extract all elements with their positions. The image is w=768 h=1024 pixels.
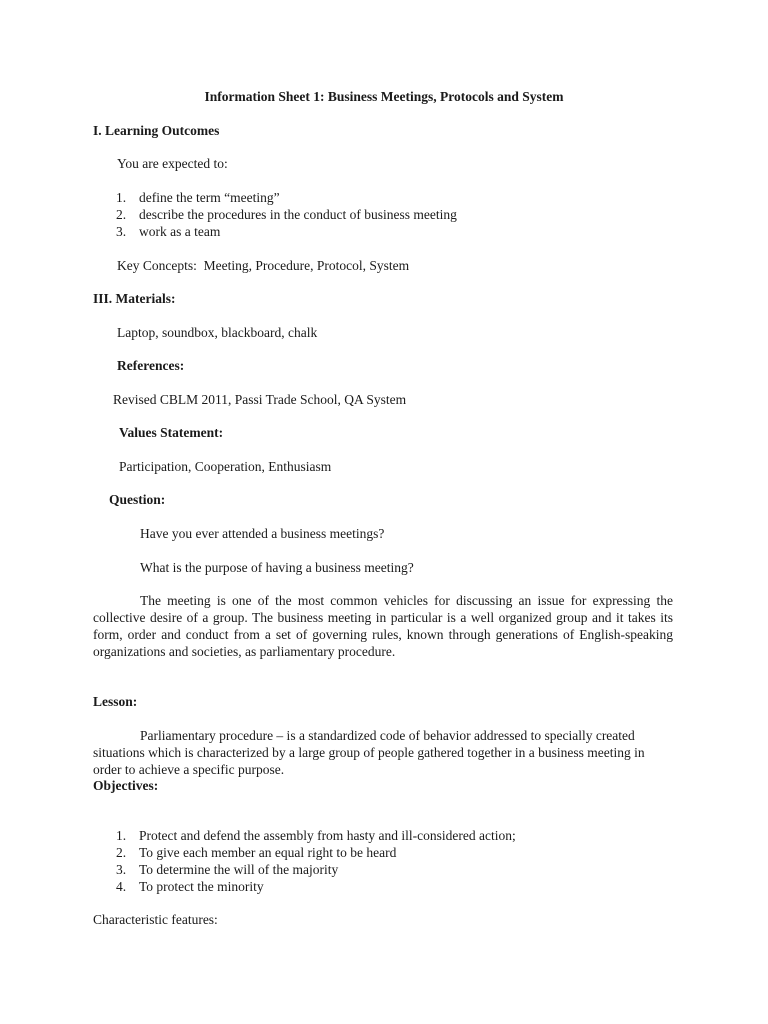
objective-item	[116, 844, 396, 861]
characteristic-features-label: Characteristic features:	[93, 912, 218, 927]
lesson-paragraph: Parliamentary procedure – is a standardized code of behavior addressed to specially created situations which is characterized by a large group of people gathered together in a business meeting in order to achieve a specific purpose.	[93, 728, 645, 777]
outcome-item	[116, 189, 280, 206]
references-text: Revised CBLM 2011, Passi Trade School, QA System	[113, 392, 407, 407]
key-concepts: Key Concepts: Meeting, Procedure, Protocol, System	[117, 258, 410, 273]
learning-outcomes-heading: I. Learning Outcomes	[93, 123, 220, 138]
outcome-number: 1.	[116, 190, 127, 205]
objective-number: 3.	[116, 862, 127, 877]
objective-item	[116, 827, 516, 844]
page-title: Information Sheet 1: Business Meetings, Protocols and System	[204, 89, 564, 104]
objective-item	[116, 878, 264, 895]
question-two: What is the purpose of having a business meeting?	[140, 560, 414, 575]
values-text: Participation, Cooperation, Enthusiasm	[119, 459, 332, 474]
materials-heading: III. Materials:	[93, 291, 176, 306]
question-one: Have you ever attended a business meetings?	[140, 526, 385, 541]
objective-number: 1.	[116, 828, 127, 843]
objective-text: To give each member an equal right to be heard	[139, 845, 397, 860]
outcome-text: define the term “meeting”	[139, 190, 280, 205]
references-heading: References:	[117, 358, 185, 373]
meeting-paragraph: The meeting is one of the most common vehicles for discussing an issue for expressing the collective desire of a group. The business meeting in particular is a well organized group and it takes its form, order and conduct from a set of governing rules, known through generations of English-speaking organizations and societies, as parliamentary procedure.	[93, 593, 673, 659]
materials-text: Laptop, soundbox, blackboard, chalk	[117, 325, 318, 340]
objective-text: To determine the will of the majority	[139, 862, 339, 877]
objectives-heading: Objectives:	[93, 778, 159, 793]
question-heading: Question:	[109, 492, 166, 507]
outcome-text: work as a team	[139, 224, 221, 239]
objective-text: To protect the minority	[139, 879, 264, 894]
outcome-item	[116, 223, 220, 240]
learning-outcomes-intro: You are expected to:	[117, 156, 228, 171]
outcome-number: 3.	[116, 224, 127, 239]
lesson-heading: Lesson:	[93, 694, 138, 709]
outcome-item	[116, 206, 457, 223]
values-heading: Values Statement:	[119, 425, 224, 440]
objective-number: 2.	[116, 845, 127, 860]
objective-number: 4.	[116, 879, 127, 894]
outcome-text: describe the procedures in the conduct of business meeting	[139, 207, 457, 222]
objective-item	[116, 861, 338, 878]
objective-text: Protect and defend the assembly from hasty and ill-considered action;	[139, 828, 516, 843]
outcome-number: 2.	[116, 207, 127, 222]
